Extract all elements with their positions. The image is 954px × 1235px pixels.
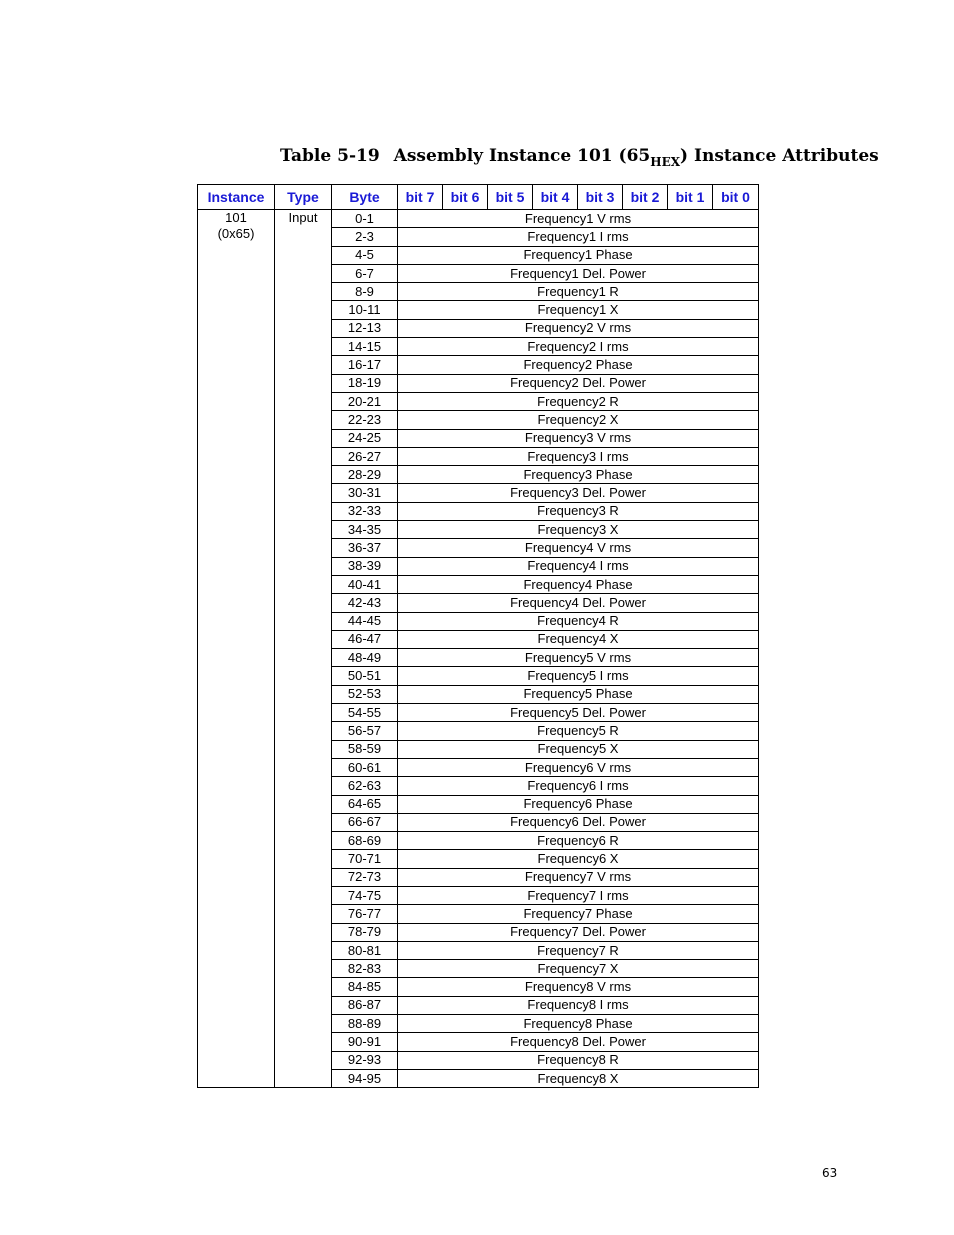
byte-cell: 14-15 [332, 338, 398, 356]
byte-cell: 28-29 [332, 466, 398, 484]
attribute-description-cell: Frequency7 V rms [398, 868, 759, 886]
byte-cell: 38-39 [332, 557, 398, 575]
byte-cell: 88-89 [332, 1015, 398, 1033]
table-title-text: Assembly Instance 101 (65 [393, 146, 651, 166]
header-bit-5: bit 5 [488, 185, 533, 210]
byte-cell: 74-75 [332, 886, 398, 904]
attribute-description-cell: Frequency2 Phase [398, 356, 759, 374]
byte-cell: 26-27 [332, 447, 398, 465]
attribute-description-cell: Frequency5 I rms [398, 667, 759, 685]
table-title-suffix: ) Instance Attributes [680, 146, 879, 166]
header-instance: Instance [198, 185, 275, 210]
byte-cell: 66-67 [332, 813, 398, 831]
table-title-subscript: HEX [650, 155, 681, 169]
instance-cell [198, 210, 275, 1088]
byte-cell: 30-31 [332, 484, 398, 502]
attribute-description-cell: Frequency6 Del. Power [398, 813, 759, 831]
attribute-description-cell: Frequency8 Del. Power [398, 1033, 759, 1051]
attribute-description-cell: Frequency1 V rms [398, 210, 759, 228]
byte-cell: 2-3 [332, 228, 398, 246]
attribute-description-cell: Frequency7 I rms [398, 886, 759, 904]
byte-cell: 76-77 [332, 905, 398, 923]
attribute-description-cell: Frequency4 X [398, 630, 759, 648]
attribute-description-cell: Frequency5 Del. Power [398, 704, 759, 722]
byte-cell: 36-37 [332, 539, 398, 557]
assembly-instance-table [197, 184, 759, 1088]
table-caption [280, 146, 879, 169]
attribute-description-cell: Frequency7 Phase [398, 905, 759, 923]
byte-cell: 32-33 [332, 502, 398, 520]
attribute-description-cell: Frequency8 R [398, 1051, 759, 1069]
attribute-description-cell: Frequency3 R [398, 502, 759, 520]
attribute-description-cell: Frequency8 I rms [398, 996, 759, 1014]
byte-cell: 10-11 [332, 301, 398, 319]
header-byte: Byte [332, 185, 398, 210]
header-bit-2: bit 2 [623, 185, 668, 210]
byte-cell: 22-23 [332, 411, 398, 429]
byte-cell: 18-19 [332, 374, 398, 392]
table-number: Table 5-19 [280, 146, 380, 166]
attribute-description-cell: Frequency1 I rms [398, 228, 759, 246]
byte-cell: 16-17 [332, 356, 398, 374]
byte-cell: 70-71 [332, 850, 398, 868]
byte-cell: 42-43 [332, 594, 398, 612]
attribute-description-cell: Frequency8 X [398, 1069, 759, 1087]
header-bit-6: bit 6 [443, 185, 488, 210]
attribute-description-cell: Frequency3 Phase [398, 466, 759, 484]
byte-cell: 78-79 [332, 923, 398, 941]
byte-cell: 50-51 [332, 667, 398, 685]
instance-value: (0x65) [217, 226, 255, 241]
byte-cell: 12-13 [332, 319, 398, 337]
attribute-description-cell: Frequency2 V rms [398, 319, 759, 337]
header-bit-4: bit 4 [533, 185, 578, 210]
attribute-description-cell: Frequency5 X [398, 740, 759, 758]
attribute-description-cell: Frequency3 I rms [398, 447, 759, 465]
byte-cell: 62-63 [332, 777, 398, 795]
byte-cell: 90-91 [332, 1033, 398, 1051]
attribute-description-cell: Frequency5 Phase [398, 685, 759, 703]
attribute-description-cell: Frequency4 I rms [398, 557, 759, 575]
attribute-description-cell: Frequency2 R [398, 392, 759, 410]
header-bit-3: bit 3 [578, 185, 623, 210]
byte-cell: 72-73 [332, 868, 398, 886]
header-bit-0: bit 0 [713, 185, 759, 210]
attribute-description-cell: Frequency4 Phase [398, 575, 759, 593]
attribute-description-cell: Frequency6 X [398, 850, 759, 868]
attribute-description-cell: Frequency7 X [398, 960, 759, 978]
byte-cell: 68-69 [332, 832, 398, 850]
page-number: 63 [822, 1166, 838, 1180]
attribute-description-cell: Frequency4 Del. Power [398, 594, 759, 612]
attribute-description-cell: Frequency5 V rms [398, 649, 759, 667]
byte-cell: 46-47 [332, 630, 398, 648]
byte-cell: 34-35 [332, 521, 398, 539]
attribute-description-cell: Frequency1 R [398, 283, 759, 301]
attribute-description-cell: Frequency6 Phase [398, 795, 759, 813]
attribute-description-cell: Frequency4 R [398, 612, 759, 630]
byte-cell: 82-83 [332, 960, 398, 978]
byte-cell: 52-53 [332, 685, 398, 703]
attribute-description-cell: Frequency3 X [398, 521, 759, 539]
attribute-description-cell: Frequency7 Del. Power [398, 923, 759, 941]
attribute-description-cell: Frequency7 R [398, 941, 759, 959]
byte-cell: 80-81 [332, 941, 398, 959]
header-type: Type [275, 185, 332, 210]
attribute-description-cell: Frequency5 R [398, 722, 759, 740]
byte-cell: 92-93 [332, 1051, 398, 1069]
attribute-description-cell: Frequency1 Del. Power [398, 264, 759, 282]
attribute-description-cell: Frequency1 X [398, 301, 759, 319]
byte-cell: 84-85 [332, 978, 398, 996]
attribute-description-cell: Frequency6 V rms [398, 758, 759, 776]
attribute-description-cell: Frequency3 V rms [398, 429, 759, 447]
byte-cell: 48-49 [332, 649, 398, 667]
byte-cell: 40-41 [332, 575, 398, 593]
byte-cell: 60-61 [332, 758, 398, 776]
byte-cell: 86-87 [332, 996, 398, 1014]
byte-cell: 44-45 [332, 612, 398, 630]
attribute-description-cell: Frequency2 X [398, 411, 759, 429]
byte-cell: 20-21 [332, 392, 398, 410]
byte-cell: 6-7 [332, 264, 398, 282]
byte-cell: 8-9 [332, 283, 398, 301]
attribute-description-cell: Frequency8 Phase [398, 1015, 759, 1033]
byte-cell: 64-65 [332, 795, 398, 813]
table-header-row [198, 185, 759, 210]
attribute-description-cell: Frequency6 I rms [398, 777, 759, 795]
byte-cell: 54-55 [332, 704, 398, 722]
byte-cell: 4-5 [332, 246, 398, 264]
attribute-description-cell: Frequency2 Del. Power [398, 374, 759, 392]
byte-cell: 24-25 [332, 429, 398, 447]
attribute-description-cell: Frequency1 Phase [398, 246, 759, 264]
attribute-description-cell: Frequency3 Del. Power [398, 484, 759, 502]
attribute-description-cell: Frequency8 V rms [398, 978, 759, 996]
attribute-description-cell: Frequency2 I rms [398, 338, 759, 356]
attribute-description-cell: Frequency4 V rms [398, 539, 759, 557]
header-bit-7: bit 7 [398, 185, 443, 210]
byte-cell: 0-1 [332, 210, 398, 228]
byte-cell: 58-59 [332, 740, 398, 758]
header-bit-1: bit 1 [668, 185, 713, 210]
table-row [198, 210, 759, 228]
attribute-description-cell: Frequency6 R [398, 832, 759, 850]
byte-cell: 94-95 [332, 1069, 398, 1087]
instance-value: 101 [225, 210, 247, 225]
byte-cell: 56-57 [332, 722, 398, 740]
type-cell: Input [275, 210, 332, 1088]
